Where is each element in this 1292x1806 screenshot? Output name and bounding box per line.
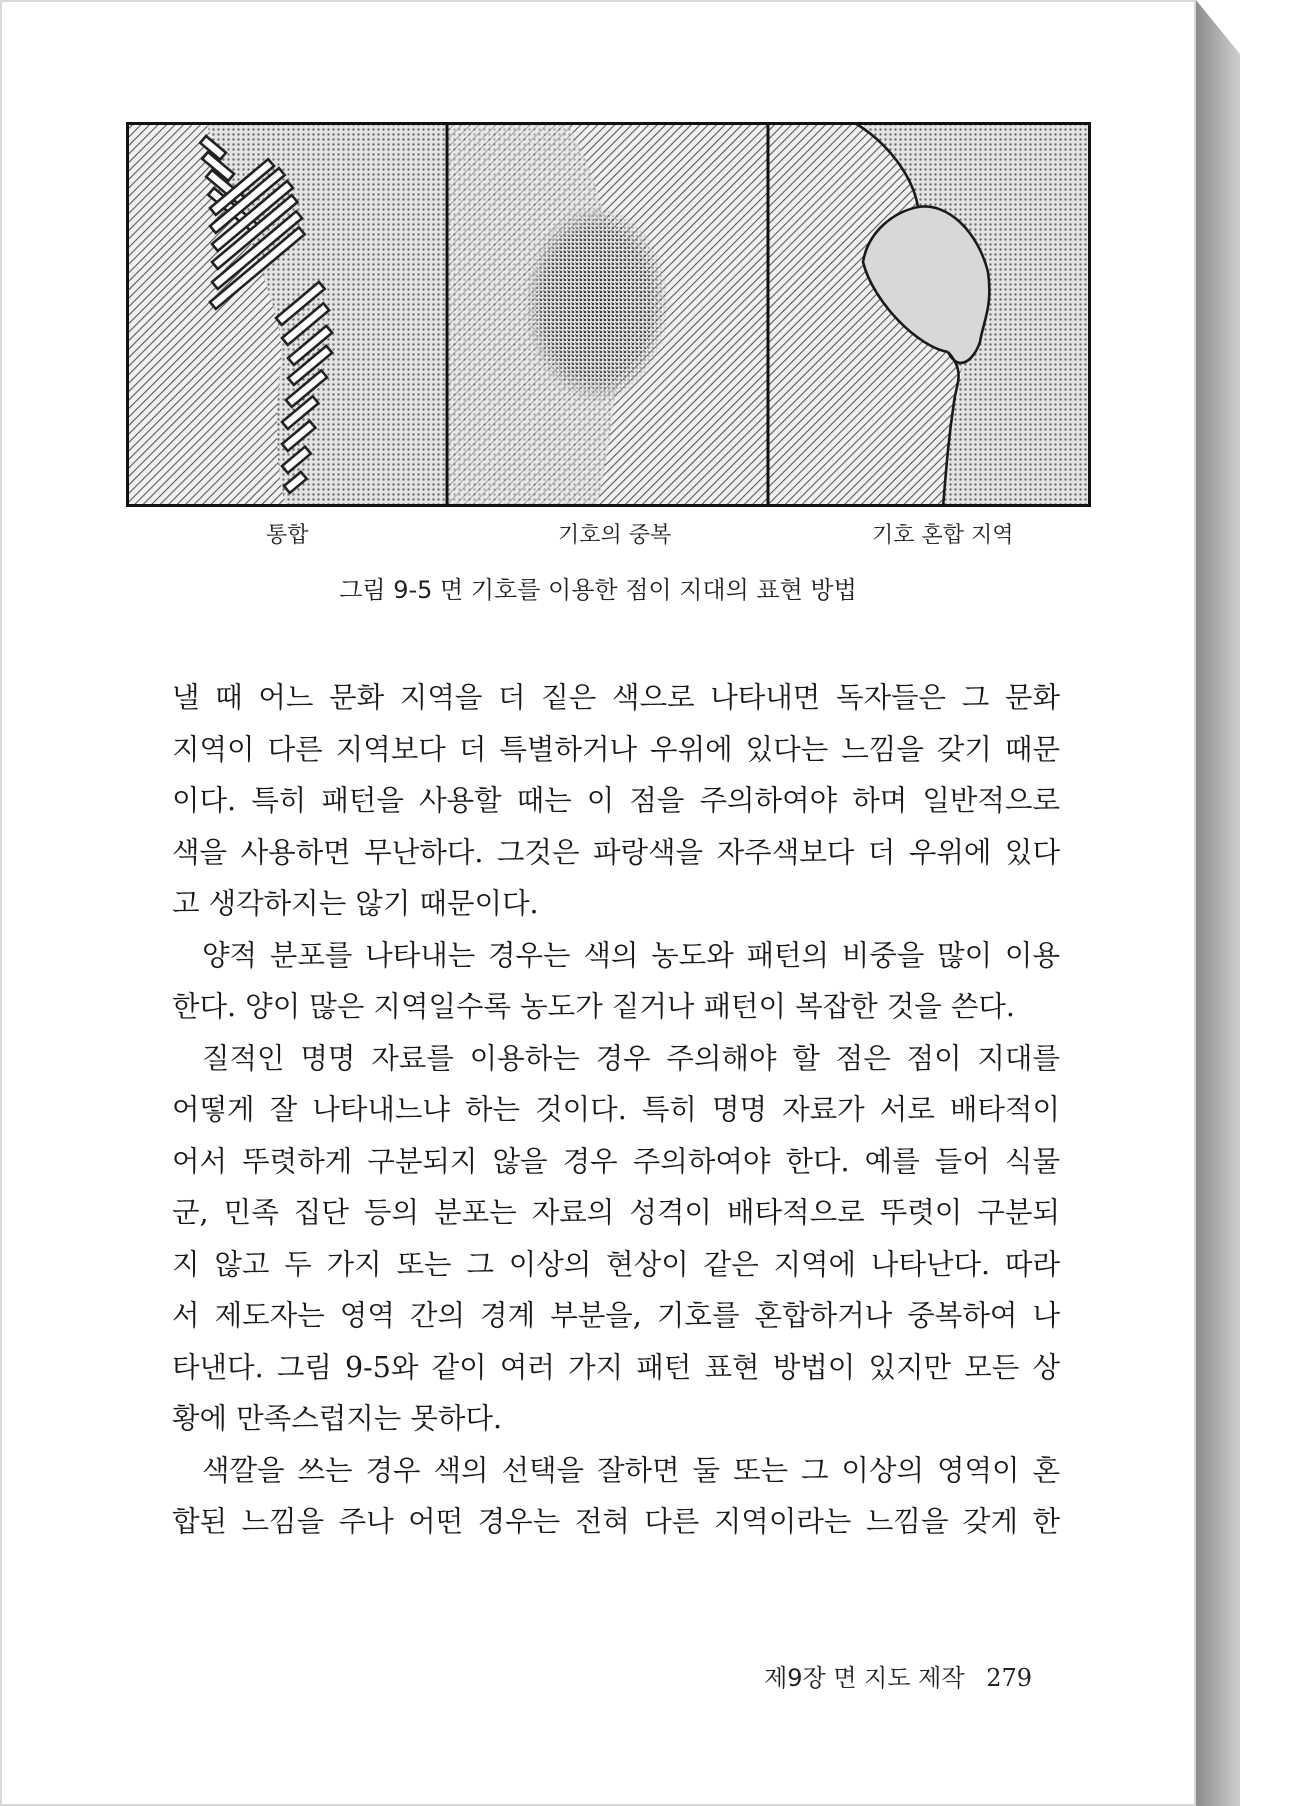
figure-illustration	[126, 122, 1091, 507]
panel-overlap	[447, 122, 768, 507]
text-line: 질적인 명명 자료를 이용하는 경우 주의해야 할 점은 점이 지대를	[202, 1041, 1060, 1075]
text-line: 고 생각하지는 않기 때문이다.	[172, 887, 539, 920]
figure-title: 그림 9-5 면 기호를 이용한 점이 지대의 표현 방법	[339, 576, 857, 604]
text-line: 양적 분포를 나타내는 경우는 색의 농도와 패턴의 비중을 많이 이용	[202, 938, 1060, 972]
text-line: 서 제도자는 영역 간의 경계 부분을, 기호를 혼합하거나 중복하여 나	[172, 1299, 1060, 1332]
panel-caption-overlap: 기호의 중복	[558, 523, 672, 548]
page-stack-edge	[1196, 0, 1240, 1806]
text-line: 어떻게 잘 나타내느냐 하는 것이다. 특히 명명 자료가 서로 배타적이	[172, 1093, 1060, 1126]
body-text	[172, 672, 1060, 1548]
chapter-title: 제9장 면 지도 제작	[764, 1664, 965, 1692]
text-line: 지 않고 두 가지 또는 그 이상의 현상이 같은 지역에 나타난다. 따라	[172, 1247, 1060, 1281]
text-line: 낼 때 어느 문화 지역을 더 짙은 색으로 나타내면 독자들은 그 문화	[172, 681, 1060, 714]
text-line: 색을 사용하면 무난하다. 그것은 파랑색을 자주색보다 더 우위에 있다	[172, 835, 1060, 869]
panel-integration	[126, 122, 447, 507]
text-line: 이다. 특히 패턴을 사용할 때는 이 점을 주의하여야 하며 일반적으로	[172, 784, 1060, 817]
panel-mixed-area	[768, 122, 1091, 507]
text-line: 어서 뚜렷하게 구분되지 않을 경우 주의하여야 한다. 예를 들어 식물	[172, 1144, 1060, 1178]
text-line: 황에 만족스럽지는 못하다.	[172, 1402, 503, 1435]
text-line: 지역이 다른 지역보다 더 특별하거나 우위에 있다는 느낌을 갖기 때문	[172, 732, 1060, 766]
panel-caption-integration: 통합	[266, 523, 309, 548]
page-number: 279	[986, 1664, 1032, 1692]
panel-caption-mixed: 기호 혼합 지역	[872, 523, 1014, 548]
text-line: 타낸다. 그림 9-5와 같이 여러 가지 패턴 표현 방법이 있지만 모든 상	[172, 1350, 1060, 1384]
figure-9-5	[126, 122, 1091, 507]
text-line: 합된 느낌을 주나 어떤 경우는 전혀 다른 지역이라는 느낌을 갖게 한	[172, 1505, 1060, 1538]
text-line: 색깔을 쓰는 경우 색의 선택을 잘하면 둘 또는 그 이상의 영역이 혼	[202, 1453, 1060, 1487]
text-line: 한다. 양이 많은 지역일수록 농도가 짙거나 패턴이 복잡한 것을 쓴다.	[172, 990, 1015, 1023]
running-footer	[764, 1658, 1032, 1693]
text-line: 군, 민족 집단 등의 분포는 자료의 성격이 배타적으로 뚜렷이 구분되	[172, 1196, 1060, 1229]
